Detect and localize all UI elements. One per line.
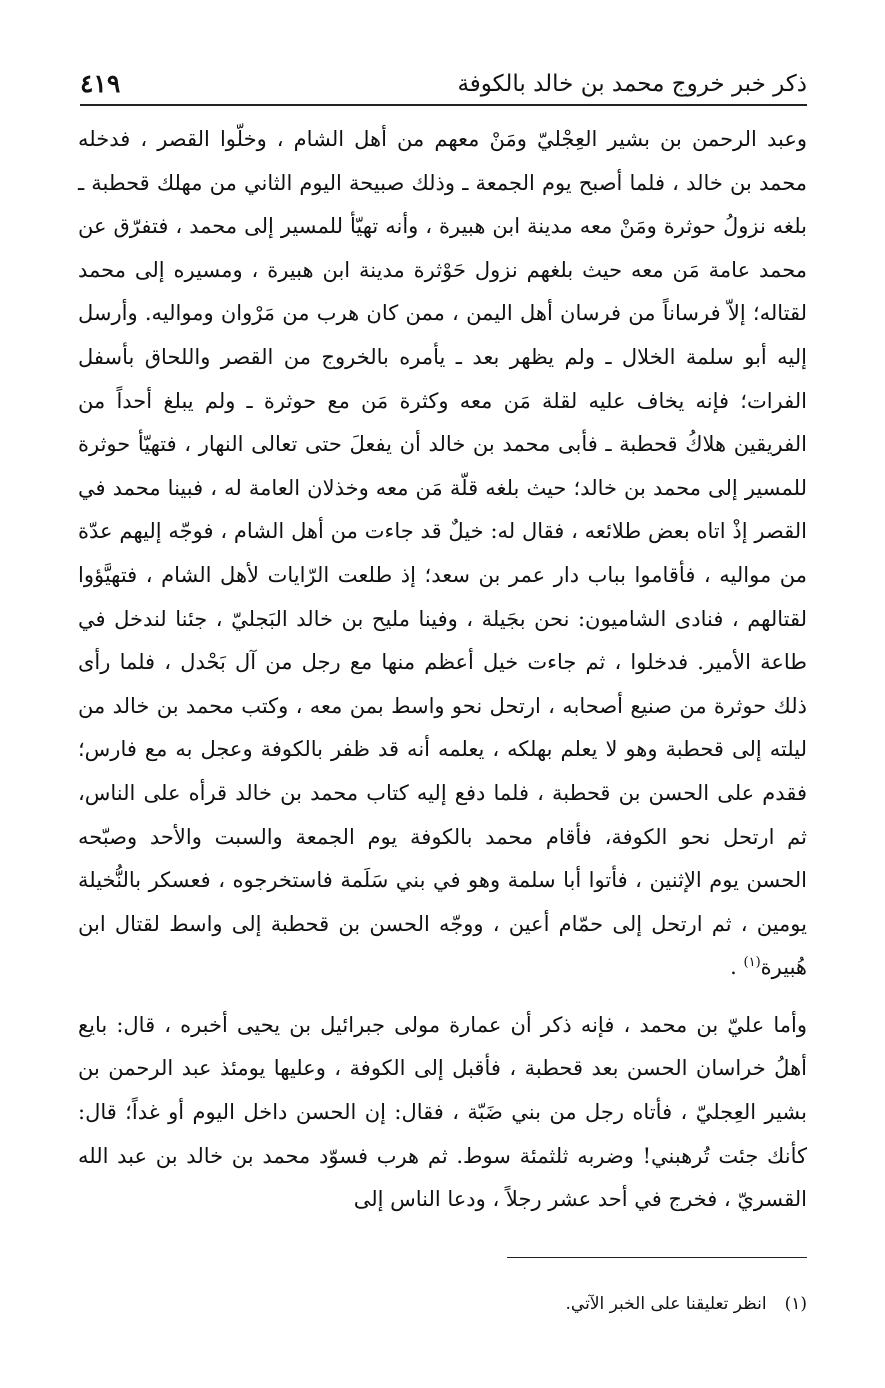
header-title: ذكر خبر خروج محمد بن خالد بالكوفة <box>457 71 807 97</box>
paragraph-1-end: . <box>730 955 744 980</box>
paragraph-1 <box>78 118 807 990</box>
footnote-number: (١) <box>784 1294 807 1314</box>
body-text <box>78 118 807 1222</box>
running-header <box>80 62 807 106</box>
paragraph-1-text: وعبد الرحمن بن بشير العِجْليّ ومَنْ معهم من أهل الشام ، وخلّوا القصر ، فدخله محمد بن خالد ، فلما أصبح يوم الجمعة ـ وذلك صبيحة اليوم الثاني من مهلك قحطبة ـ بلغه نزولُ حوثرة ومَنْ معه مدينة ابن هبيرة ، وأنه تهيّأ للمسير إلى محمد ، فتفرّق عن محمد عامة مَن معه حيث بلغهم نزول حَوْثرة مدينة ابن هبيرة ، ومسيره إلى محمد لقتاله؛ إلاّ فرساناً من فرسان أهل اليمن ، ممن كان هرب من مَرْوان ومواليه. وأرسل إليه أبو سلمة الخلال ـ ولم يظهر بعد ـ يأمره بالخروج من القصر واللحاق بأسفل الفرات؛ فإنه يخاف عليه لقلة مَن معه وكثرة مَن مع حوثرة ـ ولم يبلغ أحداً من الفريقين هلاكُ قحطبة ـ فأبى محمد بن خالد أن يفعلَ حتى تعالى النهار ، فتهيّأ حوثرة للمسير إلى محمد بن خالد؛ حيث بلغه قلّة مَن معه وخذلان العامة له ، فبينا محمد في القصر إذْ اتاه بعض طلائعه ، فقال له: خيلٌ قد جاءت من أهل الشام ، فوجّه إليهم عدّة من مواليه ، فأقاموا بباب دار عمر بن سعد؛ إذ طلعت الرّايات لأهل الشام ، فتهيَّؤوا لقتالهم ، فنادى الشاميون: نحن بجَيلة ، وفينا مليح بن خالد البَجليّ ، جئنا لندخل في طاعة الأمير. فدخلوا ، ثم جاءت خيل أعظم منها مع رجل من آل بَحْدل ، فلما رأى ذلك حوثرة من صنيع أصحابه ، ارتحل نحو واسط بمن معه ، وكتب محمد بن خالد من ليلته إلى قحطبة وهو لا يعلم بهلكه ، يعلمه أنه قد ظفر بالكوفة وعجل به مع فارس؛ فقدم على الحسن بن قحطبة ، فلما دفع إليه كتاب محمد بن خالد قرأه على الناس، ثم ارتحل نحو الكوفة، فأقام محمد بالكوفة يوم الجمعة والسبت والأحد وصبّحه الحسن يوم الإثنين ، فأتوا أبا سلمة وهو في بني سَلَمة فاستخرجوه ، فعسكر بالنُّخيلة يومين ، ثم ارتحل إلى حمّام أعين ، ووجّه الحسن بن قحطبة إلى واسط لقتال ابن هُبيرة <box>78 127 807 980</box>
footnote <box>78 1290 807 1318</box>
paragraph-2: وأما عليّ بن محمد ، فإنه ذكر أن عمارة مولى جبرائيل بن يحيى أخبره ، قال: بايع أهلُ خراسان الحسن بعد قحطبة ، فأقبل إلى الكوفة ، وعليها يومئذ عبد الرحمن بن بشير العِجليّ ، فأتاه رجل من بني ضَبّة ، فقال: إن الحسن داخل اليوم أو غداً؛ قال: كأنك جئت تُرهبني! وضربه ثلثمئة سوط. ثم هرب فسوّد محمد بن خالد بن عبد الله القسريّ ، فخرج في أحد عشر رجلاً ، ودعا الناس إلى <box>78 1012 807 1212</box>
footnote-divider <box>507 1257 807 1258</box>
footnote-reference[interactable]: (١) <box>743 955 761 971</box>
footnote-text: انظر تعليقنا على الخبر الآتي. <box>565 1294 767 1314</box>
page-number: ٤١٩ <box>80 69 121 98</box>
